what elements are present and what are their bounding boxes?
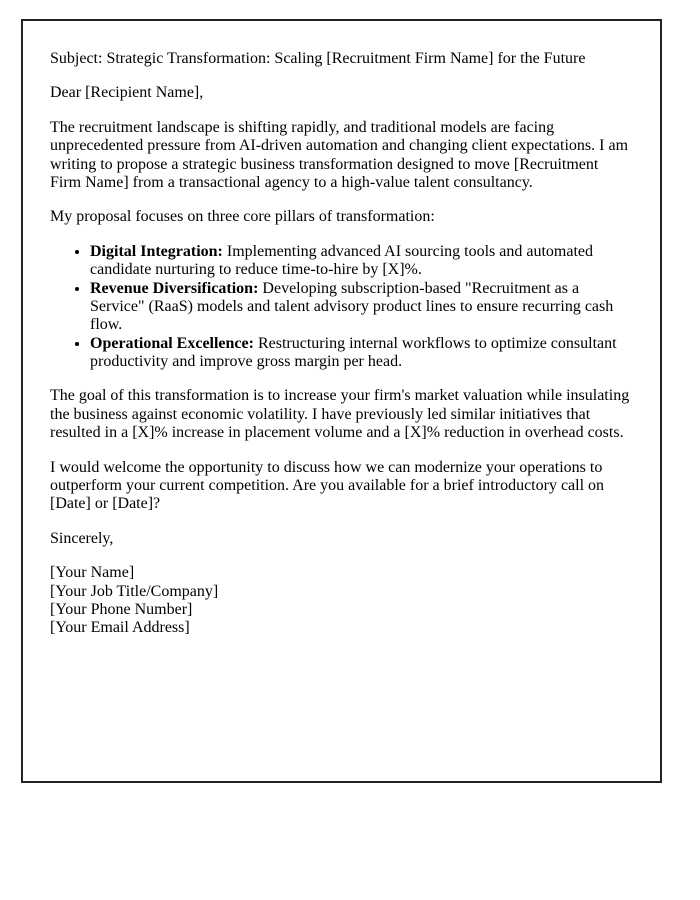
signature-job-title: [Your Job Title/Company] bbox=[50, 582, 219, 600]
closing: Sincerely, bbox=[50, 529, 114, 547]
pillars-list bbox=[50, 243, 633, 372]
salutation: Dear [Recipient Name], bbox=[50, 84, 204, 102]
pillar-description: Implementing advanced AI sourcing tools and automated candidate nurturing to reduce time-to-hire by [X]%. bbox=[90, 242, 593, 279]
pillar-title: Digital Integration: bbox=[90, 242, 223, 260]
pillar-description: Developing subscription-based "Recruitment as a Service" (RaaS) models and talent advisory product lines to ensure recurring cash flow. bbox=[90, 279, 614, 334]
subject-line: Subject: Strategic Transformation: Scaling [Recruitment Firm Name] for the Future bbox=[50, 50, 586, 67]
list-item bbox=[90, 335, 633, 372]
signature-name: [Your Name] bbox=[50, 564, 135, 582]
pillar-title: Revenue Diversification: bbox=[90, 279, 259, 297]
signature-email: [Your Email Address] bbox=[50, 619, 190, 637]
goal-paragraph: The goal of this transformation is to increase your firm's market valuation while insulating the business against economic volatility. I have previously led similar initiatives that resulted in a [X]% increase in placement volume and a [X]% reduction in overhead costs. bbox=[50, 387, 630, 442]
pillar-title: Operational Excellence: bbox=[90, 334, 254, 352]
pillar-description: Restructuring internal workflows to optimize consultant productivity and improve gross margin per head. bbox=[90, 334, 617, 371]
list-item bbox=[90, 280, 633, 335]
letter-document bbox=[21, 19, 662, 783]
intro-paragraph: The recruitment landscape is shifting rapidly, and traditional models are facing unprecedented pressure from AI-driven automation and changing client expectations. I am writing to propose a strategic business transformation designed to move [Recruitment Firm Name] from a transactional agency to a high-value talent consultancy. bbox=[50, 118, 629, 191]
cta-paragraph: I would welcome the opportunity to discuss how we can modernize your operations to outperform your current competition. Are you available for a brief introductory call on [Date] or [Date]? bbox=[50, 458, 605, 513]
signature-phone: [Your Phone Number] bbox=[50, 600, 193, 618]
pillars-lead-in: My proposal focuses on three core pillars of transformation: bbox=[50, 208, 435, 226]
list-item bbox=[90, 243, 633, 280]
signature-block bbox=[50, 564, 633, 638]
